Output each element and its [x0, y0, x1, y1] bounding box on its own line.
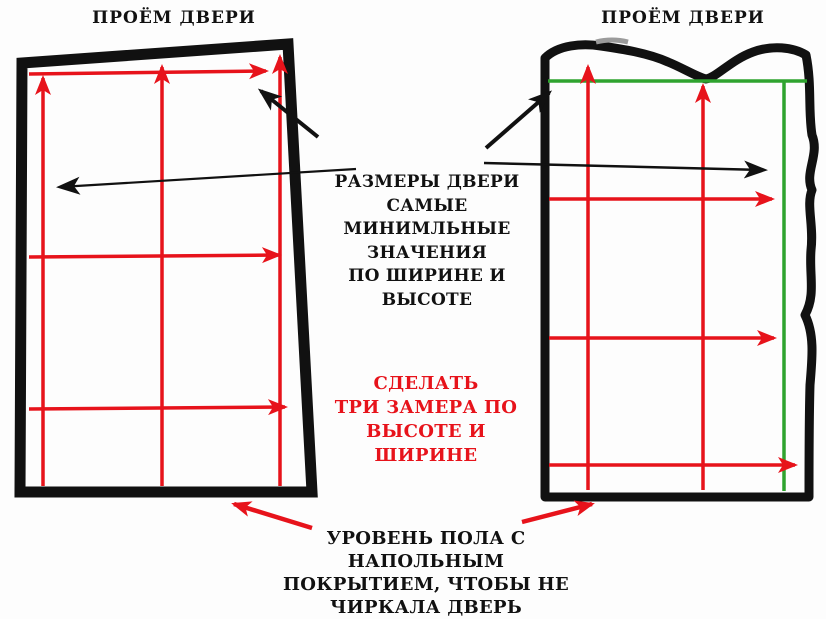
- door-size-note-line: РАЗМЕРЫ ДВЕРИ: [334, 172, 520, 192]
- left-diagram-title: ПРОЁМ ДВЕРИ: [92, 8, 256, 28]
- right-measurement-arrows: [549, 67, 795, 490]
- door-size-note-line: ПО ШИРИНЕ И ВЫСОТЕ: [348, 266, 506, 310]
- right-frame-outline: [545, 45, 814, 497]
- three-measures-note: [318, 372, 534, 468]
- left-horizontal-measure-2: [29, 255, 279, 257]
- three-measures-note-line: ТРИ ЗАМЕРА ПО: [334, 397, 518, 418]
- callout-arrows-red: [234, 504, 592, 528]
- left-horizontal-measure-1: [29, 71, 266, 74]
- right-door-frame: [545, 40, 814, 497]
- door-size-note-line: САМЫЕ МИНИМЛЬНЫЕ: [343, 195, 511, 239]
- floor-level-note-line: УРОВЕНЬ ПОЛА С НАПОЛЬНЫМ: [326, 528, 526, 572]
- left-horizontal-measure-3: [29, 407, 285, 409]
- floor-level-note-line: ПОКРЫТИЕМ, ЧТОБЫ НЕ: [282, 574, 569, 595]
- callout-arrow-right-corner: [486, 93, 549, 148]
- left-measurement-arrows: [29, 57, 285, 486]
- plaster-smudge: [596, 40, 628, 42]
- three-measures-note-line: ВЫСОТЕ И ШИРИНЕ: [366, 421, 486, 466]
- left-frame-outline: [20, 44, 312, 492]
- callout-arrow-floor-right: [522, 504, 592, 522]
- door-size-note: [312, 171, 542, 312]
- door-size-note-line: ЗНАЧЕНИЯ: [366, 242, 488, 263]
- callout-arrow-floor-left: [234, 504, 312, 528]
- floor-level-note-line: ЧИРКАЛА ДВЕРЬ: [329, 597, 523, 618]
- three-measures-note-line: СДЕЛАТЬ: [373, 373, 479, 394]
- left-door-frame: [20, 44, 312, 492]
- callout-arrow-right-width: [484, 163, 764, 170]
- floor-level-note: [254, 527, 598, 619]
- right-diagram-title: ПРОЁМ ДВЕРИ: [601, 8, 765, 28]
